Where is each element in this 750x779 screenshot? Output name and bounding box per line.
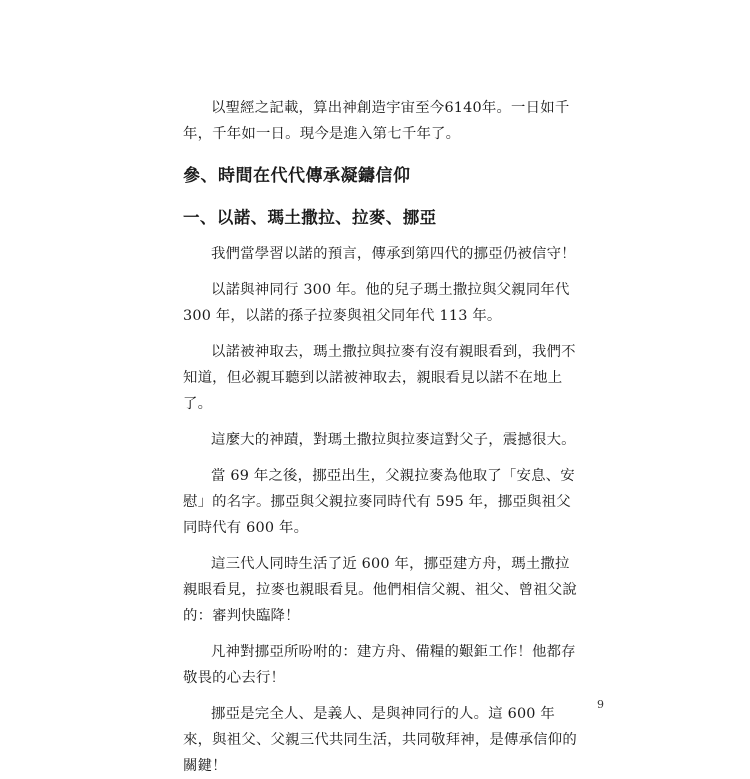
body-paragraph-6: 這三代人同時生活了近 600 年，挪亞建方舟，瑪土撒拉親眼看見，拉麥也親眼看見。他們相信父親、祖父、曾祖父說的：審判快臨降！ <box>183 556 577 624</box>
page-content <box>183 95 578 779</box>
subsection-title: 一、以諾、瑪土撒拉、拉麥、挪亞 <box>183 208 437 227</box>
section-title: 參、時間在代代傳承凝鑄信仰 <box>183 166 411 186</box>
body-paragraph-8: 挪亞是完全人、是義人、是與神同行的人。這 600 年來，與祖父、父親三代共同生活，共同敬拜神，是傳承信仰的關鍵！ <box>183 706 577 774</box>
body-paragraph-7: 凡神對挪亞所吩咐的：建方舟、備糧的艱鉅工作！他都存敬畏的心去行！ <box>183 644 576 686</box>
body-paragraph-3: 以諾被神取去，瑪土撒拉與拉麥有沒有親眼看到，我們不知道，但必親耳聽到以諾被神取去，親眼看見以諾不在地上了。 <box>183 344 576 412</box>
body-paragraph-4: 這麼大的神蹟，對瑪土撒拉與拉麥這對父子，震撼很大。 <box>211 432 576 448</box>
body-paragraph-5: 當 69 年之後，挪亞出生，父親拉麥為他取了「安息、安慰」的名字。挪亞與父親拉麥同時代有 595 年，挪亞與祖父同時代有 600 年。 <box>183 468 575 536</box>
intro-paragraph: 以聖經之記載，算出神創造宇宙至今6140年。一日如千年，千年如一日。現今是進入第七千年了。 <box>183 100 570 142</box>
body-paragraph-2: 以諾與神同行 300 年。他的兒子瑪土撒拉與父親同年代 300 年，以諾的孫子拉麥與祖父同年代 113 年。 <box>183 282 570 324</box>
page-number: 9 <box>597 698 604 711</box>
body-paragraph-1: 我們當學習以諾的預言，傳承到第四代的挪亞仍被信守！ <box>211 246 576 262</box>
